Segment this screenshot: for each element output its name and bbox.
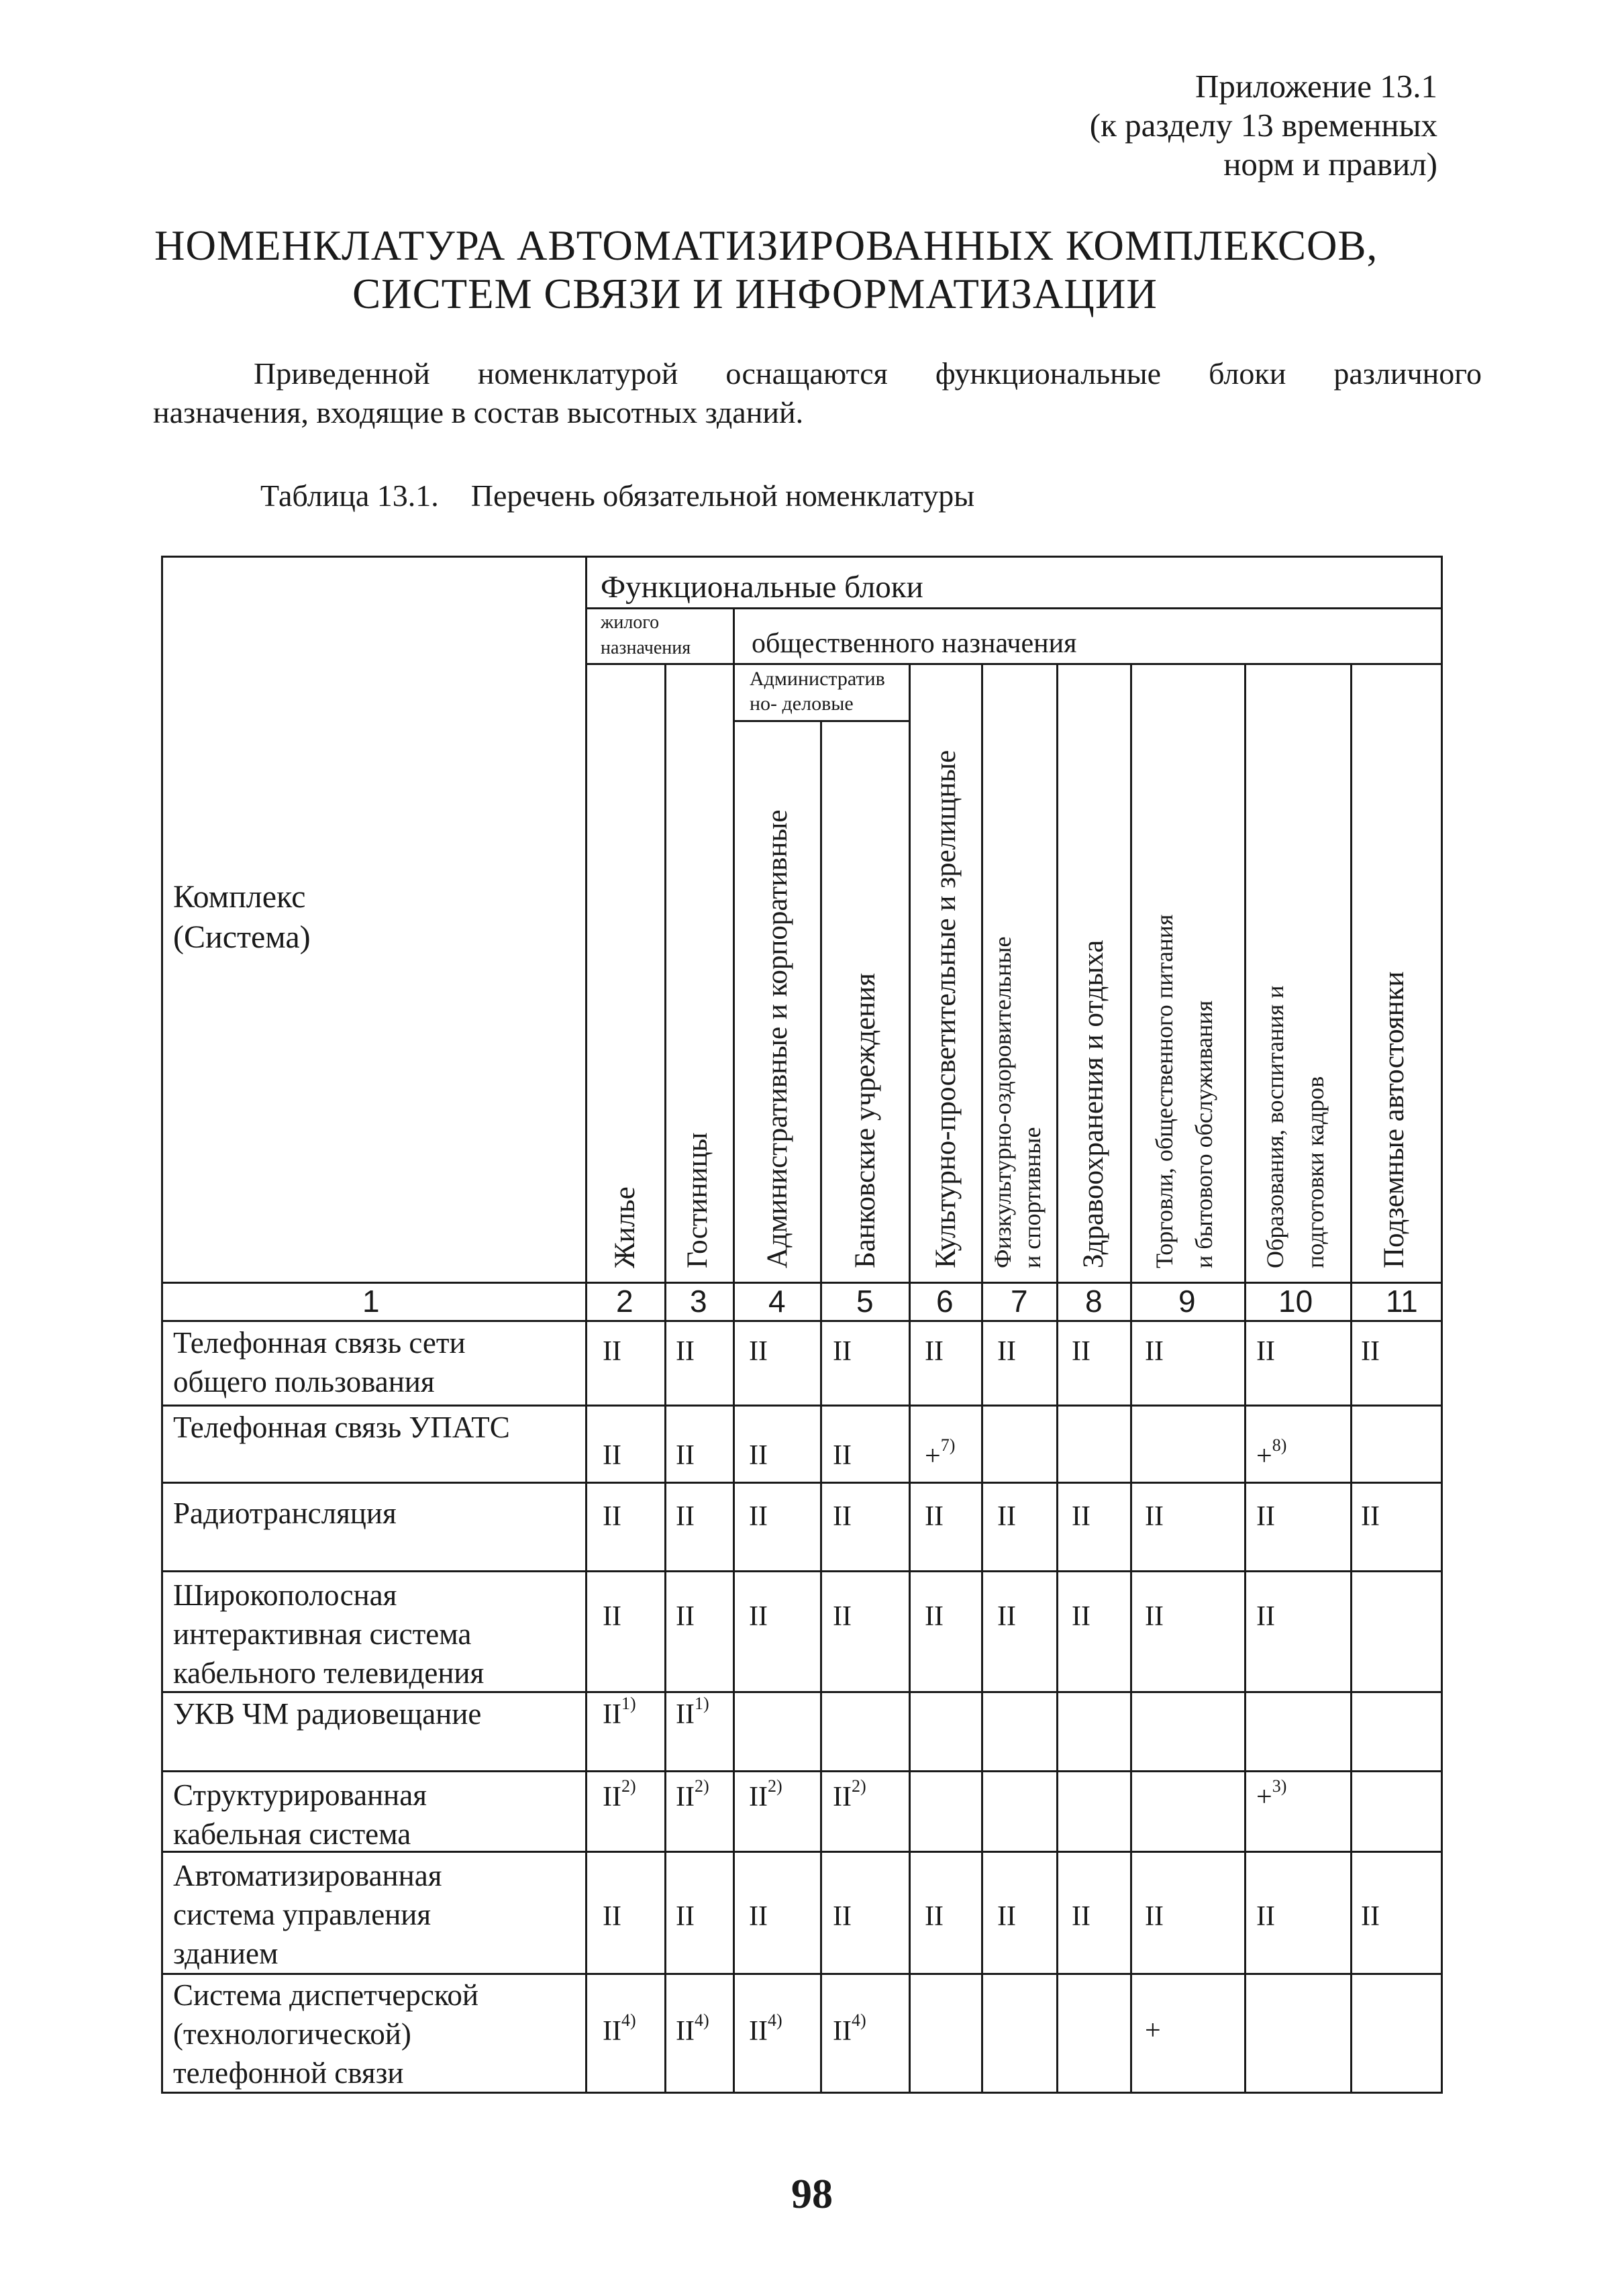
table-cell-mark — [749, 1439, 768, 1472]
cell-mark-symbol: + — [925, 1441, 941, 1472]
row-name-line: зданием — [173, 1937, 278, 1970]
cell-mark-symbol: II — [1072, 1901, 1090, 1932]
cell-mark-symbol: II — [749, 1501, 768, 1532]
table-cell-mark — [749, 1335, 768, 1368]
table-line — [585, 607, 1443, 609]
row-name-cable-tv — [173, 1576, 484, 1692]
table-cell-mark — [997, 1900, 1016, 1933]
table-line — [161, 1770, 1443, 1772]
table-line — [585, 663, 1443, 665]
cell-footnote-ref: 2) — [621, 1776, 636, 1796]
table-cell-mark — [1072, 1900, 1090, 1933]
cell-footnote-ref: 2) — [767, 1776, 782, 1796]
cell-mark-symbol: II — [676, 1601, 695, 1632]
cell-mark-symbol: II — [676, 2016, 695, 2047]
table-cell-mark — [1145, 1600, 1164, 1633]
row-name-line: общего пользования — [173, 1365, 435, 1398]
row-name-line: Широкополосная — [173, 1578, 397, 1612]
cell-mark-symbol: II — [1256, 1601, 1275, 1632]
cell-mark-symbol: II — [1361, 1336, 1380, 1367]
table-cell-mark — [676, 1500, 695, 1533]
table-cell-mark — [1072, 1500, 1090, 1533]
cell-mark-symbol: II — [1145, 1601, 1164, 1632]
cell-mark-symbol: II — [603, 1501, 621, 1532]
cell-mark-symbol: II — [833, 1336, 852, 1367]
table-cell-mark — [603, 1439, 621, 1472]
table-cell-mark — [749, 1600, 768, 1633]
table-line — [1350, 663, 1352, 2094]
cell-mark-symbol: II — [676, 1782, 695, 1813]
cell-mark-symbol: II — [1361, 1901, 1380, 1932]
cell-mark-symbol: II — [833, 1601, 852, 1632]
table-cell-mark — [676, 1600, 695, 1633]
table-cell-mark — [1256, 1776, 1287, 1813]
cell-mark-symbol: II — [1072, 1501, 1090, 1532]
row-name-line: интерактивная система — [173, 1617, 472, 1651]
cell-mark-symbol: II — [997, 1901, 1016, 1932]
table-cell-mark — [1256, 1335, 1275, 1368]
table-cell-mark — [603, 1335, 621, 1368]
table-line — [1244, 663, 1246, 2094]
row-name-telephone-public — [173, 1323, 466, 1401]
row-name-dispatch-telephone — [173, 1976, 478, 2092]
cell-mark-symbol: II — [1145, 1336, 1164, 1367]
table-cell-mark — [749, 2010, 782, 2047]
table-cell-mark — [603, 1600, 621, 1633]
col-number-3: 3 — [690, 1284, 707, 1319]
public-header: общественного назначения — [752, 628, 1077, 659]
cell-mark-symbol: II — [749, 1440, 768, 1471]
cell-mark-symbol: II — [603, 1901, 621, 1932]
table-line — [733, 607, 735, 2094]
row-name-line: Радиотрансляция — [173, 1496, 397, 1530]
appendix-line-3: норм и правил) — [1223, 146, 1437, 183]
table-cell-mark — [749, 1900, 768, 1933]
table-line — [909, 663, 911, 2094]
cell-mark-symbol: II — [676, 1699, 695, 1730]
table-cell-mark — [1256, 1900, 1275, 1933]
table-cell-mark — [1072, 1335, 1090, 1368]
table-line — [161, 1570, 1443, 1572]
table-line — [1441, 556, 1443, 2094]
table-cell-mark — [833, 1776, 866, 1813]
table-cell-mark — [925, 1600, 944, 1633]
row-name-line: кабельного телевидения — [173, 1656, 485, 1690]
cell-mark-symbol: II — [1256, 1901, 1275, 1932]
table-line — [1056, 663, 1058, 2094]
table-cell-mark — [1145, 2015, 1161, 2047]
col-number-4: 4 — [768, 1284, 786, 1319]
table-cell-mark — [749, 1500, 768, 1533]
cell-mark-symbol: II — [997, 1601, 1016, 1632]
cell-mark-symbol: II — [997, 1336, 1016, 1367]
table-cell-mark — [1145, 1335, 1164, 1368]
col-header-10-l2: подготовки кадров — [1302, 1076, 1329, 1268]
cell-footnote-ref: 4) — [851, 2010, 866, 2030]
row-name-line: Телефонная связь сети — [173, 1326, 466, 1360]
cell-mark-symbol: II — [997, 1501, 1016, 1532]
table-caption-number: Таблица 13.1. — [260, 478, 439, 513]
table-cell-mark — [1256, 1500, 1275, 1533]
col-header-10-l1: Образования, воспитания и — [1262, 985, 1288, 1268]
table-cell-mark — [833, 1600, 852, 1633]
col-header-8: Здравоохранения и отдыха — [1078, 939, 1109, 1268]
row-name-line: УКВ ЧМ радиовещание — [173, 1697, 482, 1731]
table-caption-text: Перечень обязательной номенклатуры — [470, 478, 975, 513]
table-cell-mark — [749, 1776, 782, 1813]
cell-mark-symbol: II — [1072, 1336, 1090, 1367]
table-cell-mark — [1361, 1900, 1380, 1933]
table-cell-mark — [1145, 1900, 1164, 1933]
cell-mark-symbol: II — [833, 2016, 852, 2047]
cell-footnote-ref: 4) — [694, 2010, 709, 2030]
table-line — [1130, 663, 1132, 2094]
table-line — [161, 1320, 1443, 1322]
table-cell-mark — [997, 1500, 1016, 1533]
col-number-1: 1 — [362, 1284, 380, 1319]
col-number-10: 10 — [1278, 1284, 1313, 1319]
table-line — [161, 1973, 1443, 1975]
cell-mark-symbol: II — [749, 1336, 768, 1367]
cell-mark-symbol: II — [925, 1901, 944, 1932]
row-name-fm-radio — [173, 1694, 481, 1733]
table-line — [820, 720, 822, 2094]
row-name-line: Структурированная — [173, 1778, 427, 1812]
table-cell-mark — [1256, 1435, 1287, 1472]
appendix-line-1: Приложение 13.1 — [1195, 68, 1437, 105]
col-header-7-l2: и спортивные — [1019, 1127, 1046, 1268]
table-cell-mark — [676, 1694, 709, 1731]
intro-line-2: назначения, входящие в состав высотных зданий. — [153, 395, 804, 429]
cell-mark-symbol: II — [749, 1782, 768, 1813]
cell-mark-symbol: II — [833, 1501, 852, 1532]
table-cell-mark — [1072, 1600, 1090, 1633]
title-line-1: НОМЕНКЛАТУРА АВТОМАТИЗИРОВАННЫХ КОМПЛЕКСОВ, — [154, 222, 1378, 269]
table-cell-mark — [603, 1776, 636, 1813]
table-line — [161, 1405, 1443, 1407]
table-line — [161, 556, 163, 2094]
cell-mark-symbol: II — [749, 1901, 768, 1932]
col-header-3: Гостиницы — [682, 1132, 713, 1268]
table-cell-mark — [925, 1900, 944, 1933]
table-cell-mark — [1256, 1600, 1275, 1633]
cell-mark-symbol: II — [676, 1440, 695, 1471]
table-cell-mark — [997, 1600, 1016, 1633]
residential-header-l1: жилого — [601, 612, 660, 633]
complex-header-l1: Комплекс — [173, 879, 306, 915]
intro-line-1: Приведенной номенклатурой оснащаются функциональные блоки различного — [254, 356, 1482, 391]
cell-mark-symbol: II — [603, 1440, 621, 1471]
table-line — [585, 556, 587, 2094]
cell-mark-symbol: II — [749, 1601, 768, 1632]
cell-mark-symbol: II — [749, 2016, 768, 2047]
row-name-line: (технологической) — [173, 2017, 411, 2051]
table-cell-mark — [833, 2010, 866, 2047]
row-name-telephone-upats — [173, 1408, 510, 1447]
table-line — [161, 1482, 1443, 1484]
cell-footnote-ref: 7) — [940, 1435, 956, 1455]
cell-mark-symbol: II — [603, 1699, 621, 1730]
admin-header-l2: но- деловые — [750, 693, 854, 715]
col-header-11: Подземные автостоянки — [1378, 971, 1410, 1268]
table-cell-mark — [833, 1335, 852, 1368]
cell-mark-symbol: II — [1072, 1601, 1090, 1632]
table-line — [161, 1282, 1443, 1284]
table-cell-mark — [603, 1500, 621, 1533]
row-name-line: телефонной связи — [173, 2056, 404, 2090]
cell-footnote-ref: 1) — [694, 1694, 709, 1713]
table-cell-mark — [925, 1435, 956, 1472]
table-cell-mark — [1361, 1500, 1380, 1533]
cell-mark-symbol: II — [1145, 1901, 1164, 1932]
complex-header-l2: (Система) — [173, 919, 311, 955]
col-header-5: Банковские учреждения — [850, 972, 881, 1268]
appendix-line-2: (к разделу 13 временных — [1089, 107, 1437, 144]
cell-footnote-ref: 4) — [621, 2010, 636, 2030]
cell-mark-symbol: II — [676, 1501, 695, 1532]
cell-mark-symbol: II — [833, 1440, 852, 1471]
table-cell-mark — [603, 1900, 621, 1933]
residential-header-l2: назначения — [601, 638, 691, 658]
functional-blocks-header: Функциональные блоки — [601, 570, 923, 605]
cell-mark-symbol: II — [925, 1601, 944, 1632]
cell-mark-symbol: II — [925, 1336, 944, 1367]
cell-mark-symbol: + — [1145, 2015, 1161, 2046]
cell-footnote-ref: 2) — [851, 1776, 866, 1796]
admin-header-l1: Административ — [750, 668, 885, 690]
cell-mark-symbol: II — [925, 1501, 944, 1532]
cell-mark-symbol: II — [833, 1901, 852, 1932]
row-name-building-management — [173, 1856, 442, 1973]
col-header-9-l1: Торговли, общественного питания — [1151, 914, 1178, 1268]
table-cell-mark — [603, 1694, 636, 1731]
table-cell-mark — [1361, 1335, 1380, 1368]
col-number-6: 6 — [936, 1284, 954, 1319]
cell-footnote-ref: 1) — [621, 1694, 636, 1713]
col-header-9-l2: и бытового обслуживания — [1190, 1000, 1217, 1268]
table-cell-mark — [676, 1900, 695, 1933]
col-number-5: 5 — [856, 1284, 874, 1319]
table-cell-mark — [925, 1335, 944, 1368]
cell-mark-symbol: II — [833, 1782, 852, 1813]
cell-mark-symbol: + — [1256, 1441, 1272, 1472]
table-line — [161, 556, 1443, 558]
cell-mark-symbol: II — [676, 1336, 695, 1367]
col-number-11: 11 — [1386, 1284, 1418, 1319]
cell-footnote-ref: 3) — [1272, 1776, 1287, 1796]
row-name-radio — [173, 1494, 397, 1533]
cell-footnote-ref: 2) — [694, 1776, 709, 1796]
cell-mark-symbol: II — [1256, 1336, 1275, 1367]
row-name-line: Телефонная связь УПАТС — [173, 1411, 510, 1444]
row-name-line: система управления — [173, 1898, 432, 1931]
page-number: 98 — [791, 2172, 833, 2217]
table-cell-mark — [676, 1335, 695, 1368]
row-name-line: Автоматизированная — [173, 1859, 442, 1892]
table-cell-mark — [833, 1439, 852, 1472]
table-cell-mark — [997, 1335, 1016, 1368]
table-cell-mark — [603, 2010, 636, 2047]
table-cell-mark — [676, 1439, 695, 1472]
col-number-2: 2 — [616, 1284, 633, 1319]
table-line — [981, 663, 983, 2094]
cell-mark-symbol: + — [1256, 1782, 1272, 1813]
cell-mark-symbol: II — [603, 1782, 621, 1813]
cell-mark-symbol: II — [1256, 1501, 1275, 1532]
row-name-line: кабельная система — [173, 1817, 411, 1851]
row-name-line: Система диспетчерской — [173, 1978, 479, 2012]
table-cell-mark — [925, 1500, 944, 1533]
table-cell-mark — [676, 2010, 709, 2047]
col-header-4: Административные и корпоративные — [762, 809, 793, 1268]
col-header-6: Культурно-просветительные и зрелищные — [930, 750, 962, 1268]
col-header-7-l1: Физкультурно-оздоровительные — [989, 936, 1016, 1268]
cell-mark-symbol: II — [1361, 1501, 1380, 1532]
table-cell-mark — [1145, 1500, 1164, 1533]
table-line — [664, 663, 666, 2094]
title-line-2: СИСТЕМ СВЯЗИ И ИНФОРМАТИЗАЦИИ — [352, 270, 1158, 317]
cell-mark-symbol: II — [603, 1601, 621, 1632]
col-number-9: 9 — [1178, 1284, 1196, 1319]
cell-mark-symbol: II — [603, 2016, 621, 2047]
table-cell-mark — [676, 1776, 709, 1813]
col-header-2: Жилье — [609, 1186, 641, 1268]
row-name-structured-cabling — [173, 1776, 427, 1853]
cell-footnote-ref: 4) — [767, 2010, 782, 2030]
cell-mark-symbol: II — [676, 1901, 695, 1932]
cell-mark-symbol: II — [603, 1336, 621, 1367]
cell-mark-symbol: II — [1145, 1501, 1164, 1532]
table-cell-mark — [833, 1500, 852, 1533]
col-number-7: 7 — [1011, 1284, 1028, 1319]
col-number-8: 8 — [1085, 1284, 1103, 1319]
cell-footnote-ref: 8) — [1272, 1435, 1287, 1455]
table-cell-mark — [833, 1900, 852, 1933]
